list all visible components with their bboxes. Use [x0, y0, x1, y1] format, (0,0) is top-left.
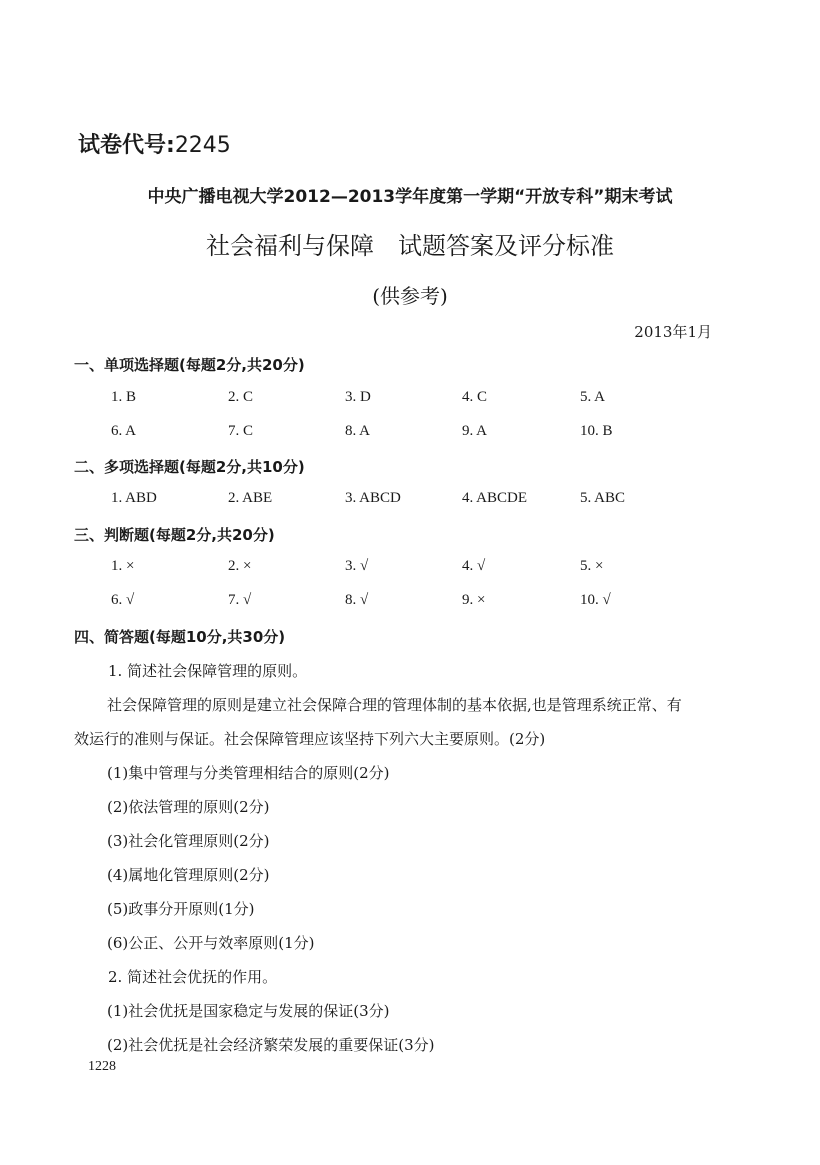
paper-code-number: 2245 [174, 133, 231, 158]
answer-item: 5. A [580, 389, 606, 405]
answer-item: 8. A [345, 423, 371, 439]
question-text: 1. 简述社会保障管理的原则。 [108, 662, 308, 680]
answer-item: 2. ABE [228, 490, 273, 506]
main-title: 社会福利与保障 试题答案及评分标准 [206, 232, 614, 260]
section-heading-single-choice: 一、单项选择题(每题2分,共20分) [74, 356, 305, 374]
answer-point: (4)属地化管理原则(2分) [107, 866, 270, 884]
answer-item: 7. C [228, 423, 254, 439]
answer-item: 2. C [228, 389, 254, 405]
section-heading-true-false: 三、判断题(每题2分,共20分) [74, 526, 275, 544]
exam-date: 2013年1月 [634, 323, 712, 341]
answer-item: 4. ABCDE [462, 490, 528, 506]
answer-item: 4. C [462, 389, 488, 405]
answer-point: (1)社会优抚是国家稳定与发展的保证(3分) [107, 1002, 390, 1020]
answer-item: 1. ABD [111, 490, 157, 506]
answer-item: 3. D [345, 389, 371, 405]
answer-item: 5. ABC [580, 490, 626, 506]
answer-item: 4. √ [462, 558, 486, 574]
question-text: 2. 简述社会优抚的作用。 [108, 968, 278, 986]
answer-item: 6. A [111, 423, 137, 439]
answer-point: (6)公正、公开与效率原则(1分) [107, 934, 315, 952]
answer-paragraph: 效运行的准则与保证。社会保障管理应该坚持下列六大主要原则。(2分) [74, 730, 546, 748]
answer-item: 7. √ [228, 592, 252, 608]
section-heading-multi-choice: 二、多项选择题(每题2分,共10分) [74, 458, 305, 476]
answer-item: 10. B [580, 423, 613, 439]
answer-item: 1. B [111, 389, 137, 405]
answer-point: (1)集中管理与分类管理相结合的原则(2分) [107, 764, 390, 782]
section-heading-short-answer: 四、简答题(每题10分,共30分) [74, 628, 286, 646]
answer-item: 8. √ [345, 592, 369, 608]
answer-item: 3. ABCD [345, 490, 401, 506]
answer-point: (2)依法管理的原则(2分) [107, 798, 270, 816]
answer-item: 3. √ [345, 558, 369, 574]
answer-paragraph: 社会保障管理的原则是建立社会保障合理的管理体制的基本依据,也是管理系统正常、有 [107, 696, 682, 714]
answer-item: 1. × [111, 558, 135, 574]
answer-item: 9. A [462, 423, 488, 439]
answer-point: (3)社会化管理原则(2分) [107, 832, 270, 850]
page-number: 1228 [88, 1059, 116, 1074]
answer-point: (5)政事分开原则(1分) [107, 900, 255, 918]
answer-item: 2. × [228, 558, 252, 574]
answer-item: 10. √ [580, 592, 611, 608]
exam-title: 中央广播电视大学2012—2013学年度第一学期“开放专科”期末考试 [147, 187, 673, 207]
answer-item: 6. √ [111, 592, 135, 608]
answer-item: 9. × [462, 592, 486, 608]
paper-code-label: 试卷代号: [78, 133, 175, 158]
answer-point: (2)社会优抚是社会经济繁荣发展的重要保证(3分) [107, 1036, 435, 1054]
sub-title: (供参考) [372, 284, 448, 308]
answer-item: 5. × [580, 558, 604, 574]
paper-code [78, 128, 231, 159]
